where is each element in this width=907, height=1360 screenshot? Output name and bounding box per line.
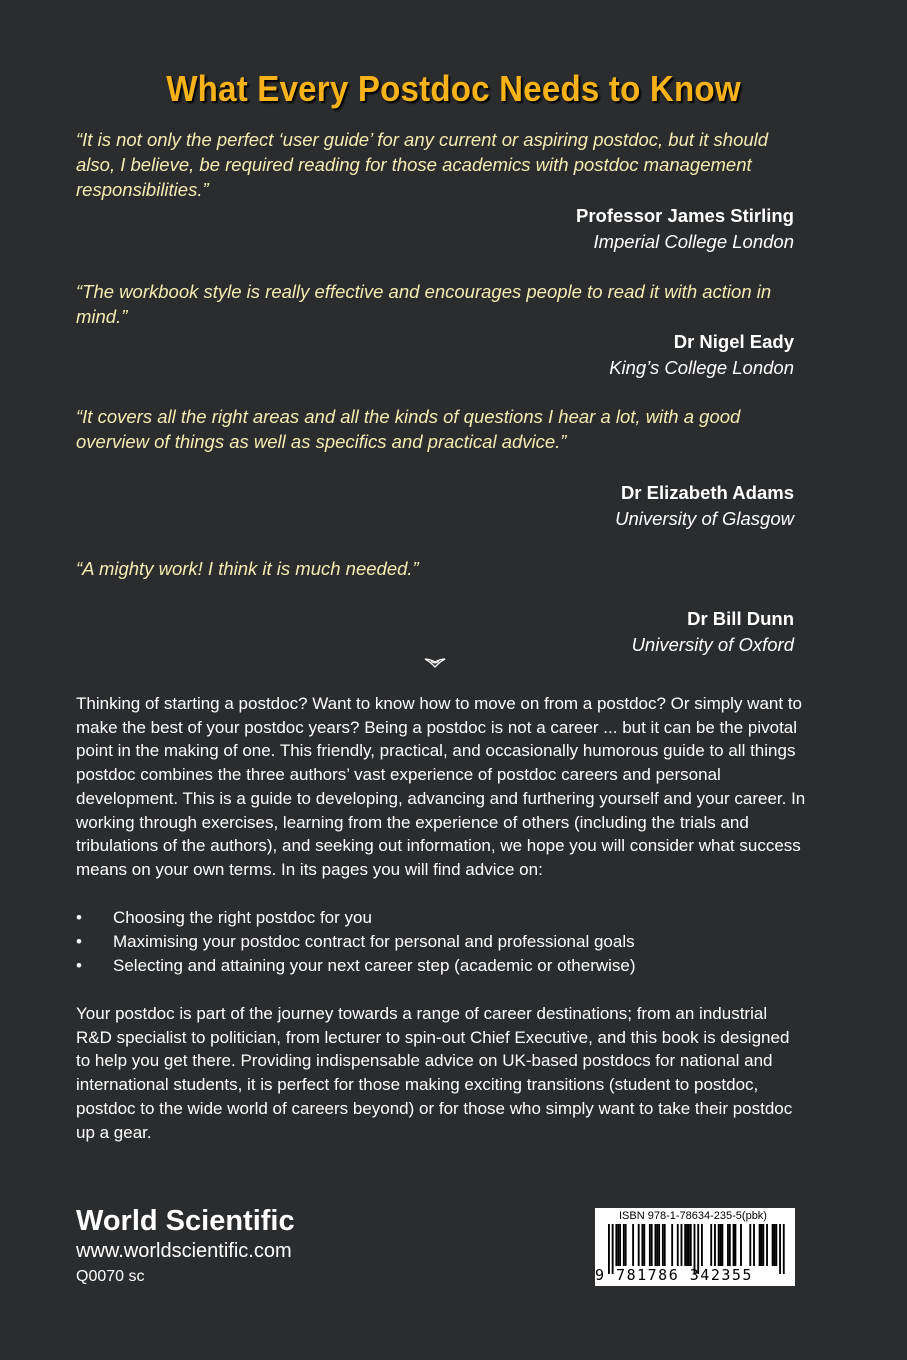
endorsement-quote-4: “A mighty work! I think it is much needed.” (76, 558, 419, 579)
endorsement-attribution-3 (615, 480, 794, 532)
endorser-institution: Imperial College London (593, 231, 794, 252)
isbn-barcode (595, 1208, 795, 1286)
barcode-bar (688, 1224, 690, 1266)
endorsement-quote-2: “The workbook style is really effective and encourages people to read it with action in mind.” (76, 281, 772, 327)
isbn-label: ISBN 978-1-78634-235-5(pbk) (619, 1210, 767, 1222)
barcode-bar (664, 1224, 666, 1266)
barcode-bar (720, 1224, 722, 1266)
barcode-bar (677, 1224, 679, 1266)
barcode-bar (761, 1224, 763, 1266)
barcode-bar (734, 1224, 736, 1266)
barcode-bar (656, 1224, 658, 1266)
barcode-bar (649, 1224, 651, 1266)
barcode-bar (638, 1224, 640, 1266)
endorser-institution: King’s College London (609, 357, 794, 378)
barcode-bar (658, 1224, 660, 1266)
bullet-icon: • (76, 956, 82, 975)
bullet-icon: • (76, 932, 82, 951)
endorsement-quote-1: “It is not only the perfect ‘user guide’ for any current or aspiring postdoc, but it should also, I believe, be required reading for those academics with postdoc management responsibilities.” (76, 129, 769, 200)
description-closing: Your postdoc is part of the journey towards a range of career destinations; from an industrial R&D specialist to politician, from lecturer to spin-out Chief Executive, and this book is designed to help you get there. Providing indispensable advice on UK-based postdocs for national and international students, it is perfect for those making exciting transitions (student to postdoc, postdoc to the wide world of careers beyond) or for those who simply want to take their postdoc up a gear. (76, 1004, 793, 1142)
barcode-bar (749, 1224, 751, 1266)
barcode-bar (615, 1224, 617, 1266)
barcode-bar (651, 1224, 653, 1266)
list-item (76, 930, 796, 954)
list-item-text: Maximising your postdoc contract for personal and professional goals (113, 932, 635, 951)
barcode-bar (740, 1224, 742, 1266)
barcode-bar (710, 1224, 712, 1266)
barcode-bar (718, 1224, 720, 1266)
barcode-bar (729, 1224, 731, 1266)
barcode-bar (681, 1224, 683, 1266)
product-code: Q0070 sc (76, 1268, 145, 1285)
barcode-bar (671, 1224, 673, 1266)
barcode-bar (643, 1224, 645, 1266)
barcode-bar (766, 1224, 768, 1266)
description-intro: Thinking of starting a postdoc? Want to know how to move on from a postdoc? Or simply want to make the best of your postdoc years? Being a postdoc is not a career ... but it can be the pivotal point in the making of one. This friendly, practical, and occasionally humorous guide to all things postdoc combines the three authors’ vast experience of postdoc careers and personal development. This is a guide to developing, advancing and furthering yourself and your career. In working through exercises, learning from the experience of others (including the trials and tribulations of the authors), and seeking out information, we hope you will consider what success means on your own terms. In its pages you will find advice on: (76, 694, 806, 879)
endorsement-attribution-2 (609, 329, 794, 381)
endorsement-attribution-4 (632, 606, 794, 658)
barcode-bar (684, 1224, 686, 1266)
barcode-bar (753, 1224, 755, 1266)
barcode-bar (632, 1224, 634, 1266)
advice-list (76, 906, 796, 978)
fleuron-ornament-icon (424, 656, 446, 668)
endorser-institution: University of Glasgow (615, 508, 794, 529)
barcode-bar (655, 1224, 657, 1266)
list-item (76, 954, 796, 978)
barcode-bar (721, 1224, 723, 1266)
barcode-bar (617, 1224, 619, 1266)
barcode-bar (759, 1224, 761, 1266)
list-item-text: Selecting and attaining your next career step (academic or otherwise) (113, 956, 636, 975)
barcode-bar (727, 1224, 729, 1266)
book-title: What Every Postdoc Needs to Know (166, 68, 741, 109)
bullet-icon: • (76, 908, 82, 927)
barcode-digits: 9 781786 342355 (595, 1266, 753, 1284)
barcode-bar (690, 1224, 692, 1266)
barcode-bar (625, 1224, 627, 1266)
barcode-bar (772, 1224, 774, 1266)
barcode-bar (686, 1224, 688, 1266)
endorser-name: Dr Nigel Eady (673, 331, 794, 352)
endorser-name: Dr Bill Dunn (687, 608, 794, 629)
barcode-bar (662, 1224, 664, 1266)
endorser-institution: University of Oxford (631, 634, 794, 655)
publisher-name: World Scientific (76, 1205, 295, 1237)
barcode-bar (619, 1224, 621, 1266)
barcode-bar (714, 1224, 716, 1266)
barcode-bar (774, 1224, 776, 1266)
endorser-name: Dr Elizabeth Adams (620, 482, 794, 503)
publisher-website: www.worldscientific.com (76, 1240, 292, 1262)
barcode-bar (762, 1224, 764, 1266)
barcode-bar (775, 1224, 777, 1266)
endorser-name: Professor James Stirling (576, 205, 794, 226)
barcode-bar (701, 1224, 703, 1266)
endorsement-quote-3: “It covers all the right areas and all the kinds of questions I hear a lot, with a good overview of things as well as specifics and practical advice.” (76, 406, 741, 452)
barcode-bar (623, 1224, 625, 1266)
endorsement-attribution-1 (576, 203, 794, 255)
list-item (76, 906, 796, 930)
barcode-bar (733, 1224, 735, 1266)
list-item-text: Choosing the right postdoc for you (113, 908, 372, 927)
barcode-bar (641, 1224, 643, 1266)
